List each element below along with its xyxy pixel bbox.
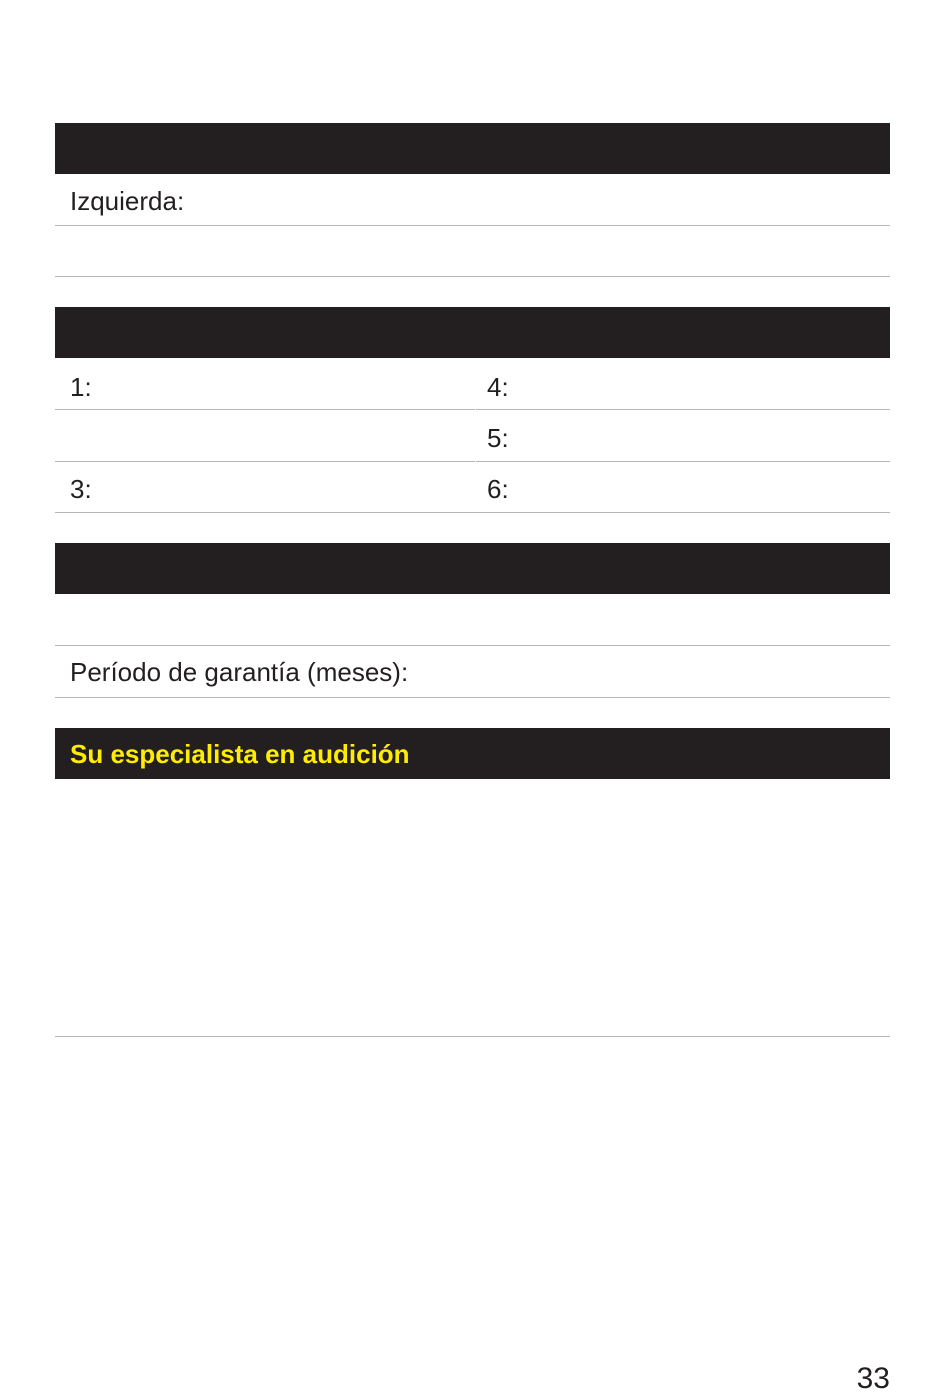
row-divider (55, 276, 890, 277)
section-header-bar-3 (55, 543, 890, 594)
row-divider (55, 409, 890, 410)
row-divider (55, 697, 890, 698)
program-5-label: 5: (487, 423, 509, 453)
program-1-label: 1: (70, 372, 92, 402)
section-header-bar-1 (55, 123, 890, 174)
warranty-label: Período de garantía (meses): (70, 657, 409, 687)
row-divider (55, 461, 890, 462)
specialist-bottom-line (55, 1036, 890, 1037)
section-header-bar-2 (55, 307, 890, 358)
program-3-label: 3: (70, 474, 92, 504)
specialist-title: Su especialista en audición (70, 739, 410, 769)
specialist-header-bar (55, 728, 890, 779)
left-label: Izquierda: (70, 186, 185, 216)
row-divider (55, 225, 890, 226)
row-divider (55, 512, 890, 513)
page-number: 33 (856, 1362, 890, 1395)
column-gap (475, 359, 476, 512)
program-4-label: 4: (487, 372, 509, 402)
row-divider (55, 645, 890, 646)
program-6-label: 6: (487, 474, 509, 504)
